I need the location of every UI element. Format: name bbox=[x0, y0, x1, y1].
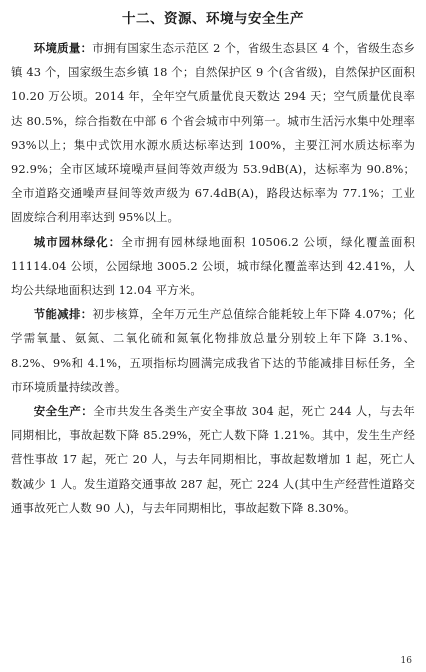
paragraph-heading: 安全生产： bbox=[33, 404, 94, 419]
paragraph-body: 全市共发生各类生产安全事故 304 起，死亡 244 人，与去年同期相比，事故起数下降 85.29%，死亡人数下降 1.21%。其中，发生生产经营性事故 17 起，死亡 20 人，与去年同期相比，事故起数增加 1 起，死亡人数减少 1 人。发生道路交通事故 287 起，死亡 224 人(其中生产经营性道路交通事故死亡人数 90 人)，与去年同期相比，事故起数下降 8.30%。 bbox=[11, 404, 415, 515]
paragraph-environment-quality bbox=[11, 36, 415, 230]
page-number: 16 bbox=[400, 656, 412, 666]
paragraph-body: 全市拥有园林绿地面积 10506.2 公顷，绿化覆盖面积 11114.04 公顷，公园绿地 3005.2 公顷，城市绿化覆盖率达到 42.41%，人均公共绿地面积达到 12.04 平方米。 bbox=[11, 234, 415, 298]
paragraph-heading: 环境质量： bbox=[33, 41, 93, 55]
paragraph-urban-greening bbox=[11, 230, 415, 303]
paragraph-work-safety bbox=[11, 399, 415, 520]
paragraph-body: 市拥有国家生态示范区 2 个，省级生态县区 4 个，省级生态乡镇 43 个，国家级生态乡镇 18 个；自然保护区 9 个(含省级)，自然保护区面积 10.20 万公顷。2014 年，全年空气质量优良天数达 294 天；空气质量优良率达 80.5%，综合指数在中部 6 个省会城市中列第一。城市生活污水集中处理率 93%以上；集中式饮用水源水质达标率达到 100%，主要江河水质达标率为 92.9%；全市区域环境噪声昼间等效声级为 53.9dB(A)，达标率为 90.8%；全市道路交通噪声昼间等效声级为 67.4dB(A)，路段达标率为 77.1%；工业固废综合利用率达到 95%以上。 bbox=[11, 41, 415, 225]
paragraph-heading: 节能减排： bbox=[33, 307, 93, 322]
paragraph-energy-saving bbox=[11, 302, 415, 399]
section-title: 十二、资源、环境与安全生产 bbox=[122, 11, 304, 27]
paragraph-body: 初步核算，全年万元生产总值综合能耗较上年下降 4.07%；化学需氧量、氨氮、二氧化硫和氮氧化物排放总量分别较上年下降 3.1%、8.2%、9%和 4.1%，五项指标均圆满完成我省下达的节能减排目标任务，全市环境质量持续改善。 bbox=[11, 307, 415, 394]
paragraph-heading: 城市园林绿化： bbox=[33, 234, 122, 249]
